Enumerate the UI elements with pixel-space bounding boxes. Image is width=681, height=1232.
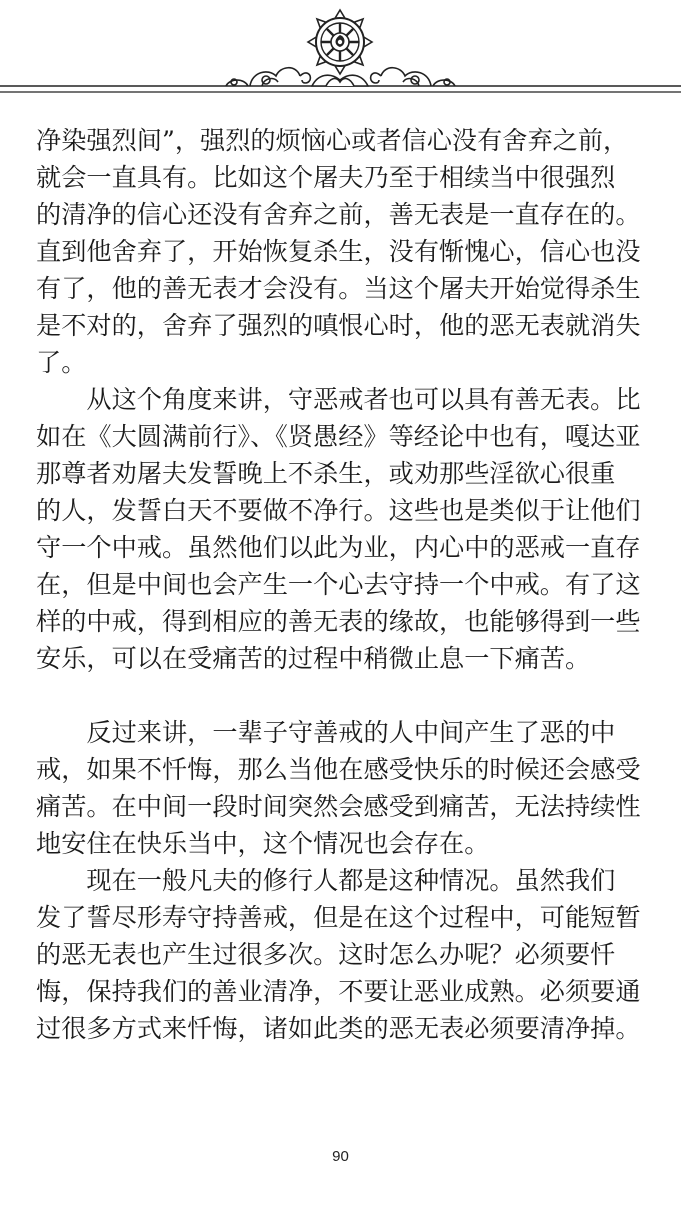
paragraph-4 bbox=[36, 862, 644, 1047]
text-line: 的人，发誓白天不要做不净行。这些也是类似于让他们 bbox=[36, 496, 641, 525]
dharma-wheel-icon bbox=[0, 0, 681, 110]
page-header-ornament bbox=[0, 0, 681, 110]
text-line: 过很多方式来忏悔，诸如此类的恶无表必须要清净掉。 bbox=[36, 1014, 641, 1043]
text-line: 如在《大圆满前行》、《贤愚经》等经论中也有，嘎达亚 bbox=[36, 422, 641, 451]
text-line: 反过来讲，一辈子守善戒的人中间产生了恶的中 bbox=[36, 718, 616, 747]
text-line: 安乐，可以在受痛苦的过程中稍微止息一下痛苦。 bbox=[36, 644, 591, 673]
paragraph-2 bbox=[36, 381, 644, 714]
text-line: 是不对的，舍弃了强烈的嗔恨心时，他的恶无表就消失 bbox=[36, 311, 641, 340]
text-line: 直到他舍弃了，开始恢复杀生，没有惭愧心，信心也没 bbox=[36, 237, 641, 266]
text-line: 从这个角度来讲，守恶戒者也可以具有善无表。比 bbox=[36, 385, 641, 414]
paragraph-3 bbox=[36, 714, 644, 862]
text-line: 发了誓尽形寿守持善戒，但是在这个过程中，可能短暂 bbox=[36, 903, 641, 932]
text-line bbox=[36, 677, 644, 714]
text-line: 就会一直具有。比如这个屠夫乃至于相续当中很强烈 bbox=[36, 163, 616, 192]
paragraph-1 bbox=[36, 122, 644, 381]
text-line: 在，但是中间也会产生一个心去守持一个中戒。有了这 bbox=[36, 570, 641, 599]
text-line: 的清净的信心还没有舍弃之前，善无表是一直存在的。 bbox=[36, 200, 641, 229]
page-number: 90 bbox=[332, 1148, 349, 1165]
text-line: 那尊者劝屠夫发誓晚上不杀生，或劝那些淫欲心很重 bbox=[36, 459, 616, 488]
text-line: 痛苦。在中间一段时间突然会感受到痛苦，无法持续性 bbox=[36, 792, 641, 821]
text-line: 样的中戒，得到相应的善无表的缘故，也能够得到一些 bbox=[36, 607, 641, 636]
text-line: 的恶无表也产生过很多次。这时怎么办呢？必须要忏 bbox=[36, 940, 616, 969]
text-line: 净染强烈间”，强烈的烦恼心或者信心没有舍弃之前， bbox=[36, 126, 629, 155]
text-line: 现在一般凡夫的修行人都是这种情况。虽然我们 bbox=[36, 866, 616, 895]
text-line: 悔，保持我们的善业清净，不要让恶业成熟。必须要通 bbox=[36, 977, 641, 1006]
text-line: 守一个中戒。虽然他们以此为业，内心中的恶戒一直存 bbox=[36, 533, 641, 562]
text-line: 有了，他的善无表才会没有。当这个屠夫开始觉得杀生 bbox=[36, 274, 641, 303]
text-line: 了。 bbox=[36, 348, 87, 377]
body-text bbox=[36, 122, 644, 1047]
text-line: 地安住在快乐当中，这个情况也会存在。 bbox=[36, 829, 490, 858]
text-line: 戒，如果不忏悔，那么当他在感受快乐的时候还会感受 bbox=[36, 755, 641, 784]
